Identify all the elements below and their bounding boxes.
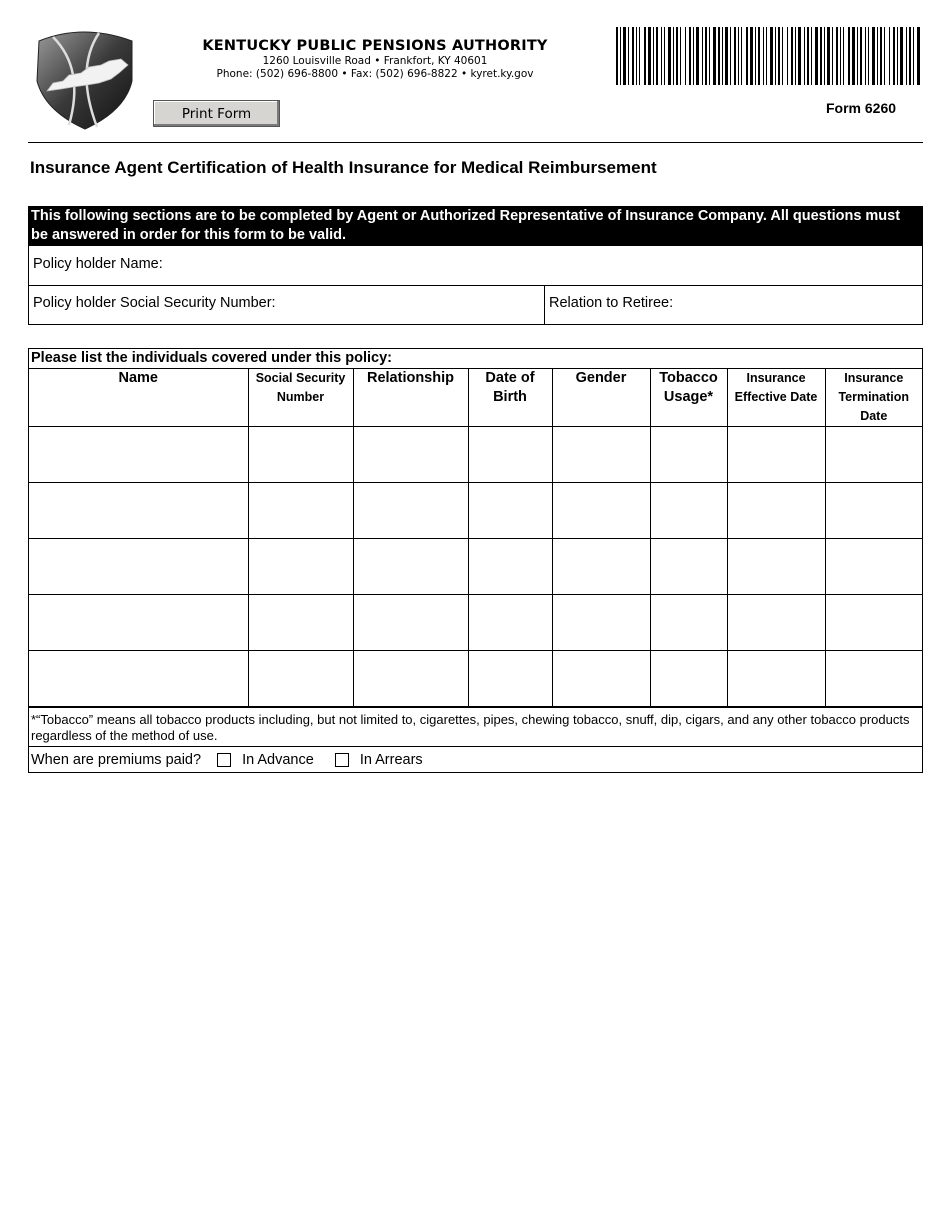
table-row (29, 427, 922, 483)
ssn-cell[interactable] (248, 483, 353, 539)
instructions-banner: This following sections are to be completed by Agent or Authorized Representative of Insurance Company. All questions must be answered in order for this form to be valid. (29, 207, 922, 245)
date-of-birth-cell[interactable] (468, 539, 552, 595)
termination-date-cell[interactable] (825, 427, 922, 483)
gender-cell[interactable] (552, 483, 650, 539)
termination-date-cell[interactable] (825, 595, 922, 651)
column-header-date-of-birth: Date of Birth (468, 369, 552, 427)
ssn-cell[interactable] (248, 651, 353, 707)
covered-individuals-table (29, 369, 922, 707)
tobacco-usage-cell[interactable] (650, 651, 727, 707)
form-number: Form 6260 (826, 100, 897, 116)
effective-date-cell[interactable] (727, 483, 825, 539)
date-of-birth-cell[interactable] (468, 651, 552, 707)
relationship-cell[interactable] (353, 595, 468, 651)
effective-date-cell[interactable] (727, 539, 825, 595)
termination-date-cell[interactable] (825, 483, 922, 539)
relationship-cell[interactable] (353, 651, 468, 707)
ssn-cell[interactable] (248, 595, 353, 651)
table-row (29, 539, 922, 595)
organization-contact: Phone: (502) 696-8800 • Fax: (502) 696-8822 • kyret.ky.gov (216, 68, 534, 80)
effective-date-cell[interactable] (727, 595, 825, 651)
page-title: Insurance Agent Certification of Health Insurance for Medical Reimbursement (30, 158, 657, 177)
relationship-cell[interactable] (353, 539, 468, 595)
in-advance-label: In Advance (242, 751, 314, 768)
column-header-termination-date: Insurance Termination Date (825, 369, 922, 427)
column-header-relationship: Relationship (353, 369, 468, 427)
name-cell[interactable] (29, 539, 248, 595)
organization-header (150, 38, 600, 81)
kentucky-shield-logo-icon (33, 29, 136, 130)
barcode-icon (614, 27, 924, 85)
organization-address: 1260 Louisville Road • Frankfort, KY 40601 (262, 55, 488, 67)
header-divider (28, 142, 923, 143)
column-header-ssn: Social Security Number (248, 369, 353, 427)
organization-name: KENTUCKY PUBLIC PENSIONS AUTHORITY (202, 38, 548, 54)
gender-cell[interactable] (552, 595, 650, 651)
covered-individuals-section (28, 348, 923, 773)
in-arrears-label: In Arrears (359, 751, 423, 768)
tobacco-usage-cell[interactable] (650, 539, 727, 595)
ssn-cell[interactable] (248, 539, 353, 595)
date-of-birth-cell[interactable] (468, 595, 552, 651)
table-row (29, 595, 922, 651)
in-advance-checkbox[interactable] (217, 753, 231, 767)
table-row (29, 483, 922, 539)
date-of-birth-cell[interactable] (468, 427, 552, 483)
relationship-cell[interactable] (353, 427, 468, 483)
gender-cell[interactable] (552, 427, 650, 483)
tobacco-usage-cell[interactable] (650, 595, 727, 651)
tobacco-usage-cell[interactable] (650, 483, 727, 539)
premiums-row (29, 746, 922, 772)
policy-holder-name-label: Policy holder Name: (33, 256, 163, 272)
name-cell[interactable] (29, 483, 248, 539)
column-header-gender: Gender (552, 369, 650, 427)
termination-date-cell[interactable] (825, 539, 922, 595)
print-form-button[interactable]: Print Form (153, 100, 280, 127)
relation-to-retiree-label: Relation to Retiree: (549, 295, 674, 311)
in-arrears-checkbox[interactable] (335, 753, 349, 767)
covered-individuals-heading: Please list the individuals covered under this policy: (29, 349, 922, 369)
date-of-birth-cell[interactable] (468, 483, 552, 539)
policy-holder-section (28, 206, 923, 325)
name-cell[interactable] (29, 651, 248, 707)
name-cell[interactable] (29, 427, 248, 483)
name-cell[interactable] (29, 595, 248, 651)
policy-holder-name-field[interactable] (29, 245, 922, 285)
column-header-name: Name (29, 369, 248, 427)
gender-cell[interactable] (552, 651, 650, 707)
column-header-tobacco-usage: Tobacco Usage* (650, 369, 727, 427)
relationship-cell[interactable] (353, 483, 468, 539)
table-row (29, 651, 922, 707)
column-header-effective-date: Insurance Effective Date (727, 369, 825, 427)
policy-holder-ssn-label: Policy holder Social Security Number: (33, 295, 276, 311)
effective-date-cell[interactable] (727, 427, 825, 483)
tobacco-footnote: *“Tobacco” means all tobacco products including, but not limited to, cigarettes, pipes, chewing tobacco, snuff, dip, cigars, and any other tobacco products regardless of the method of use. (29, 707, 922, 746)
relation-to-retiree-field[interactable] (545, 286, 922, 324)
effective-date-cell[interactable] (727, 651, 825, 707)
ssn-cell[interactable] (248, 427, 353, 483)
gender-cell[interactable] (552, 539, 650, 595)
termination-date-cell[interactable] (825, 651, 922, 707)
tobacco-usage-cell[interactable] (650, 427, 727, 483)
policy-holder-ssn-field[interactable] (29, 286, 545, 324)
premiums-question: When are premiums paid? (31, 751, 202, 768)
